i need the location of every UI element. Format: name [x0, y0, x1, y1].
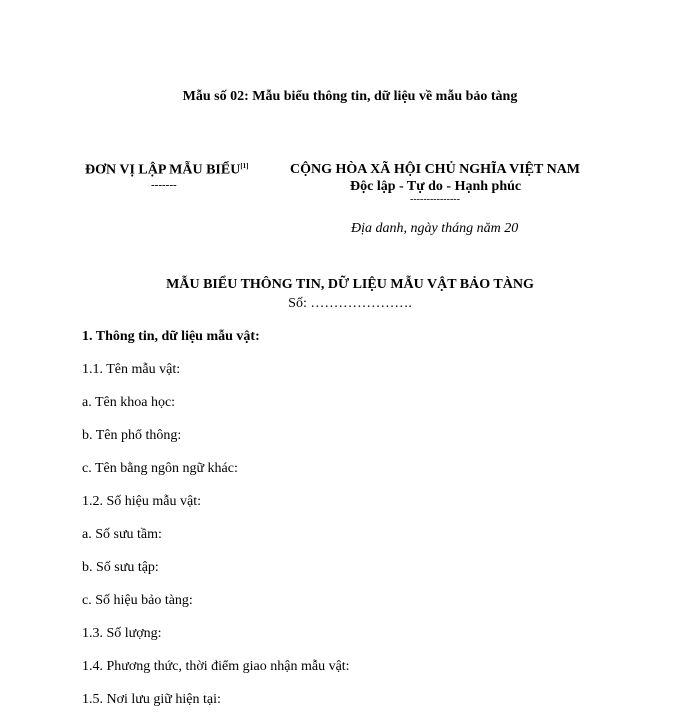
document-title: MẪU BIỂU THÔNG TIN, DỮ LIỆU MẪU VẬT BẢO TÀNG: [166, 277, 534, 292]
form-fields: [82, 327, 642, 723]
issuing-unit-name: [85, 162, 285, 179]
national-title: CỘNG HÒA XÃ HỘI CHỦ NGHĨA VIỆT NAM: [290, 162, 581, 177]
field-quantity: 1.3. Số lượng:: [82, 626, 162, 641]
motto-underline: ---------------: [410, 194, 460, 205]
field-other-language-name: c. Tên bằng ngôn ngữ khác:: [82, 461, 238, 476]
field-specimen-name: 1.1. Tên mẫu vật:: [82, 362, 181, 377]
field-handover-method: 1.4. Phương thức, thời điểm giao nhận mẫu vật:: [82, 659, 350, 674]
field-scientific-name: a. Tên khoa học:: [82, 395, 176, 410]
field-specimen-number: 1.2. Số hiệu mẫu vật:: [82, 494, 201, 509]
footnote-ref[interactable]: [1]: [240, 162, 249, 170]
form-number-heading: Mẫu số 02: Mẫu biểu thông tin, dữ liệu về mẫu bảo tàng: [182, 89, 518, 104]
issuing-unit-label: ĐƠN VỊ LẬP MẪU BIỂU: [85, 162, 241, 178]
document-number: Số: ………………….: [288, 296, 412, 311]
field-collection-set-number: b. Số sưu tập:: [82, 560, 159, 575]
field-common-name: b. Tên phổ thông:: [82, 428, 182, 443]
place-date-line: Địa danh, ngày tháng năm 20: [351, 221, 519, 236]
issuing-unit-block: [85, 162, 285, 191]
field-current-storage: 1.5. Nơi lưu giữ hiện tại:: [82, 692, 221, 707]
field-museum-number: c. Số hiệu bảo tàng:: [82, 593, 193, 608]
field-collection-number: a. Số sưu tầm:: [82, 527, 162, 542]
section-specimen-info: 1. Thông tin, dữ liệu mẫu vật:: [82, 329, 260, 344]
issuing-unit-underline: -------: [151, 178, 177, 191]
national-motto: Độc lập - Tự do - Hạnh phúc: [350, 179, 522, 194]
national-header-block: [290, 162, 610, 205]
